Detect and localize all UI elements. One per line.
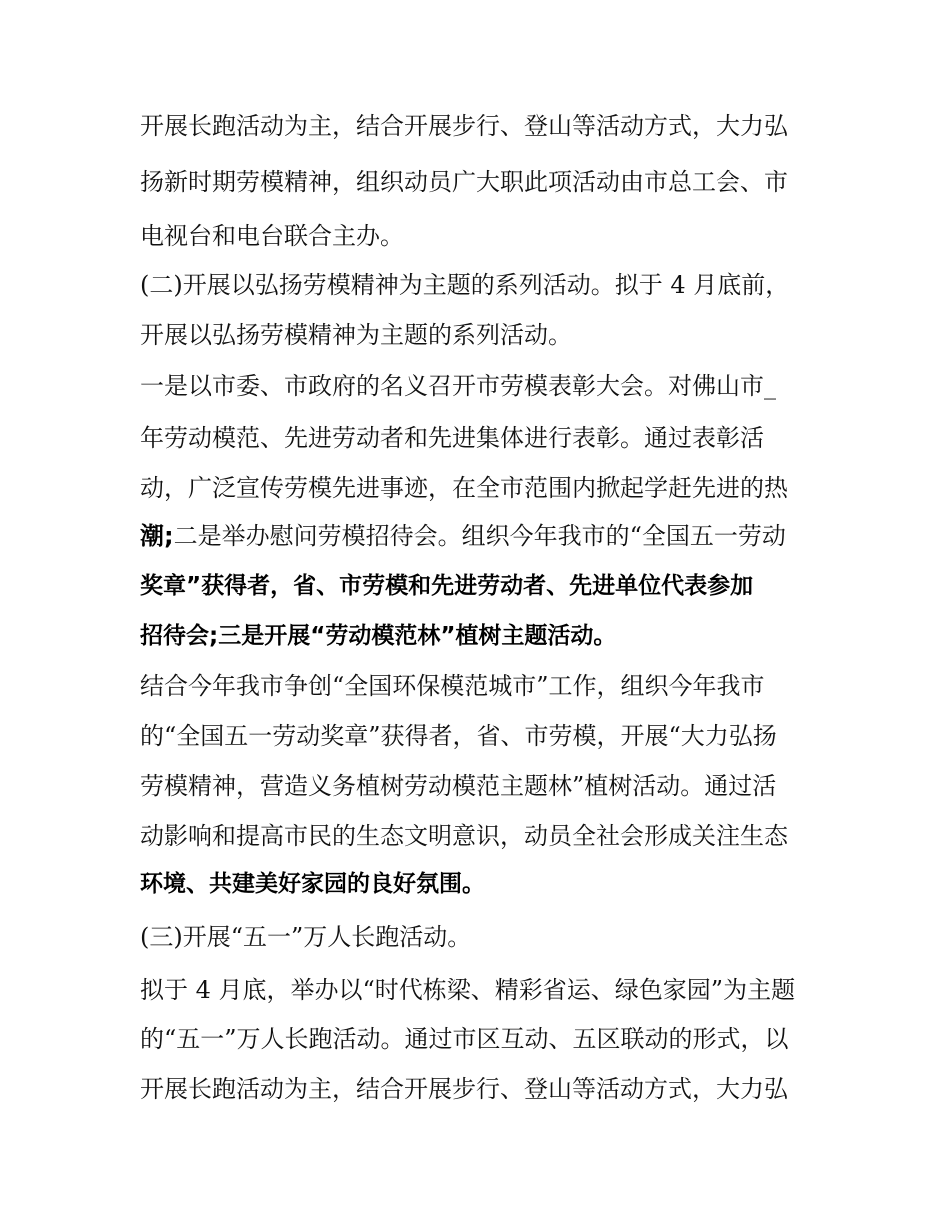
text-line: 招待会;三是开展“劳动模范林”植树主题活动。 [140,623,617,649]
text-fragment: 获得者，省、市劳模和先进劳动者、先进单位代表参加 [201,573,754,599]
text-line: 扬新时期劳模精神，组织动员广大职此项活动由市总工会、市 [140,168,788,196]
text-line: 开展长跑活动为主，结合开展步行、登山等活动方式，大力弘 [140,1075,788,1103]
text-line: (二)开展以弘扬劳模精神为主题的系列活动。拟于 4 月底前， [140,271,790,299]
text-line: 结合今年我市争创“全国环保模范城市”工作，组织今年我市 [140,672,765,700]
text-line: 拟于 4 月底，举办以“时代栋梁、精彩省运、绿色家园”为主题 [140,976,796,1004]
bold-fragment: 潮; [140,522,174,550]
text-line: 开展以弘扬劳模精神为主题的系列活动。 [140,321,572,349]
text-line: 的“全国五一劳动奖章”获得者，省、市劳模，开展“大力弘扬 [140,722,777,750]
text-line [140,514,830,558]
text-line: 一是以市委、市政府的名义召开市劳模表彰大会。对佛山市_ [140,372,776,400]
text-line: 的“五一”万人长跑活动。通过市区互动、五区联动的形式，以 [140,1025,789,1053]
text-line: 年劳动模范、先进劳动者和先进集体进行表彰。通过表彰活 [140,424,764,452]
text-line [140,564,830,608]
text-line: 劳模精神，营造义务植树劳动模范主题林”植树活动。通过活 [140,772,777,800]
bold-fragment: 奖章” [140,573,202,599]
text-line: (三)开展“五一”万人长跑活动。 [140,923,472,951]
text-line: 开展长跑活动为主，结合开展步行、登山等活动方式，大力弘 [140,112,788,140]
text-line: 动影响和提高市民的生态文明意识，动员全社会形成关注生态 [140,822,788,850]
text-fragment: 二是举办慰问劳模招待会。组织今年我市的“全国五一劳动 [173,522,786,550]
text-line: 电视台和电台联合主办。 [140,222,404,250]
text-line: 动，广泛宣传劳模先进事迹，在全市范围内掀起学赶先进的热 [140,474,788,502]
text-line: 环境、共建美好家园的良好氛围。 [140,871,485,897]
